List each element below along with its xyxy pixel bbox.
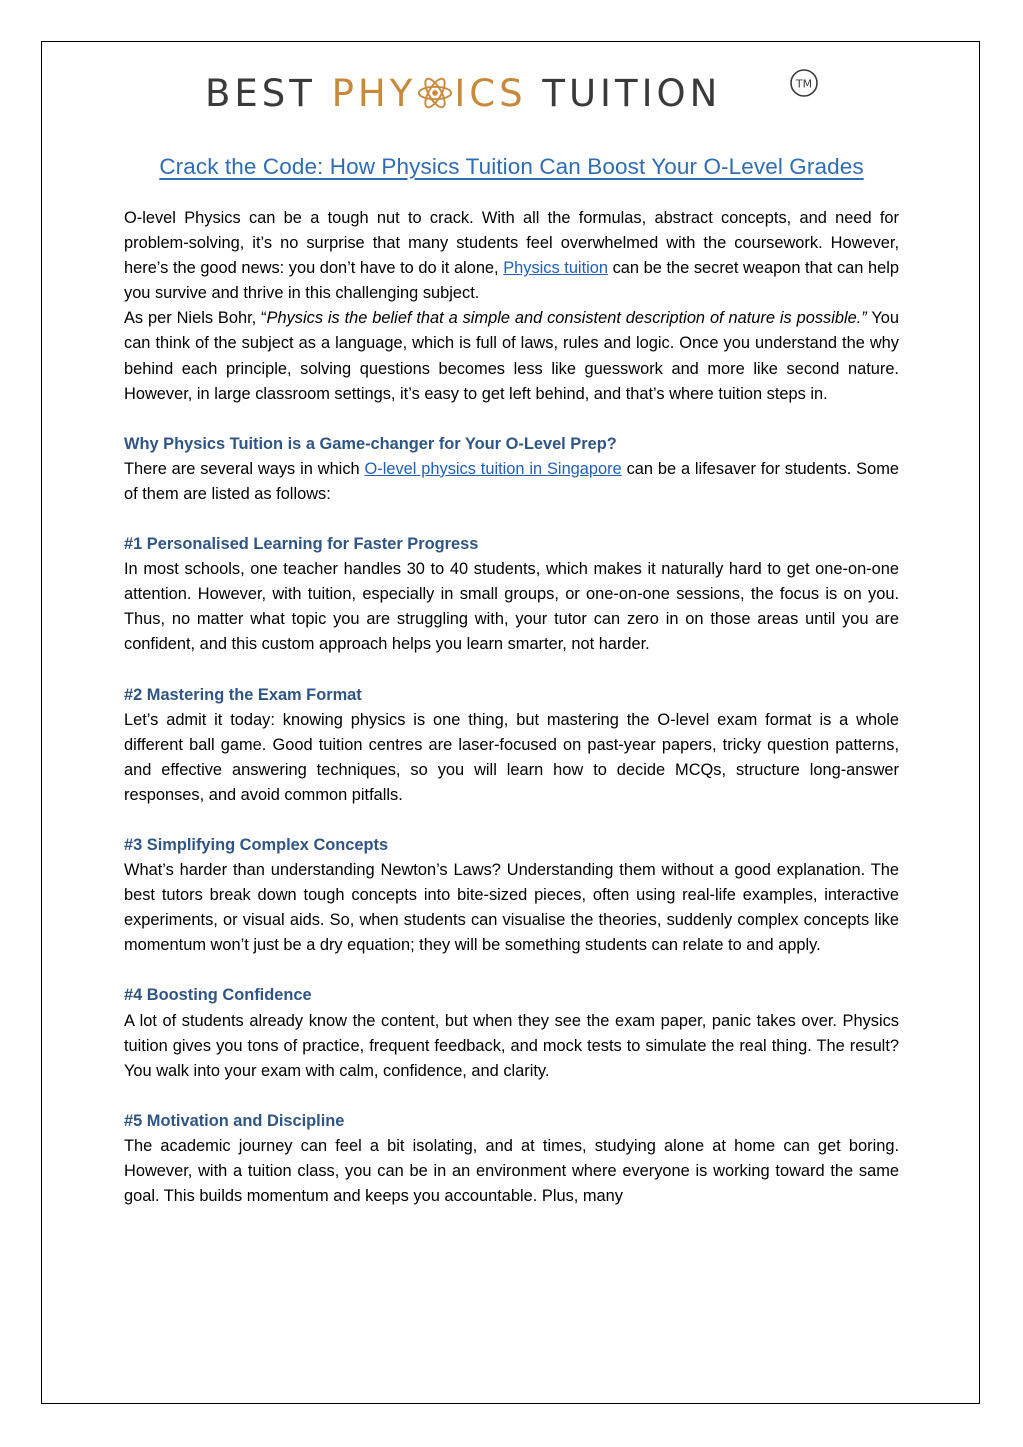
section-heading-4: #4 Boosting Confidence — [124, 986, 312, 1005]
why-paragraph — [124, 457, 899, 507]
intro-text-end: can be the secret weapon that can help you survive and thrive in this challenging subject. — [124, 259, 899, 303]
intro-text: O-level Physics can be a tough nut to crack. With all the formulas, abstract concepts, and need for problem-solving, it’s no surprise that many students feel overwhelmed with the coursework. However, here’s the good news: you don’t have to do it alone, — [124, 209, 899, 278]
section-body-3: What’s harder than understanding Newton’s Laws? Understanding them without a good explanation. The best tutors break down tough concepts into bite-sized pieces, often using real-life examples, interactive experiments, or visual aids. So, when students can visualise the theories, suddenly complex concepts like momentum won’t just be a dry equation; they will be something students can relate to and apply. — [124, 861, 899, 955]
brand-logo — [205, 68, 819, 118]
o-level-tuition-link[interactable]: O-level physics tuition in Singapore — [364, 459, 622, 478]
intro-paragraph — [124, 206, 899, 306]
section-heading-2: #2 Mastering the Exam Format — [124, 685, 362, 704]
logo-word-phy: PHY — [331, 72, 417, 115]
logo-wordmark — [205, 74, 721, 114]
trademark-symbol — [789, 68, 819, 98]
physics-tuition-link[interactable]: Physics tuition — [503, 259, 609, 278]
section-heading-3: #3 Simplifying Complex Concepts — [124, 835, 389, 854]
atom-icon — [416, 74, 454, 112]
quote-paragraph — [124, 306, 899, 406]
why-heading: Why Physics Tuition is a Game-changer for Your O-Level Prep? — [124, 434, 617, 453]
quote-followup: You can think of the subject as a language, which is full of laws, rules and logic. Once you understand the why behind each principle, solving questions becomes less like guesswork and more like second nature. However, in large classroom settings, it’s easy to get left behind, and that’s where tuition steps in. — [124, 309, 900, 403]
section-body-2: Let’s admit it today: knowing physics is one thing, but mastering the O-level exam format is a whole different ball game. Good tuition centres are laser-focused on past-year papers, tricky question patterns, and effective answering techniques, so you will learn how to decide MCQs, structure long-answer responses, and avoid common pitfalls. — [124, 710, 899, 804]
trademark-text: TM — [795, 77, 813, 91]
quote-lead: As per Niels Bohr, “ — [124, 309, 267, 328]
page-title: Crack the Code: How Physics Tuition Can Boost Your O-Level Grades — [159, 154, 864, 179]
section-heading-1: #1 Personalised Learning for Faster Progress — [124, 535, 479, 554]
section-body-4: A lot of students already know the content, but when they see the exam paper, panic takes over. Physics tuition gives you tons of practice, frequent feedback, and mock tests to simulate the real thing. The result? You walk into your exam with calm, confidence, and clarity. — [124, 1011, 899, 1080]
why-text-end: can be a lifesaver for students. Some of them are listed as follows: — [124, 459, 899, 503]
logo-word-best: BEST — [205, 72, 332, 115]
article — [124, 150, 899, 1209]
why-text: There are several ways in which — [124, 459, 365, 478]
logo-word-tuition: TUITION — [526, 72, 722, 115]
bohr-quote: Physics is the belief that a simple and consistent description of nature is possible.” — [266, 309, 867, 328]
section-body-1: In most schools, one teacher handles 30 to 40 students, which makes it naturally hard to get one-on-one attention. However, with tuition, especially in small groups, or one-on-one sessions, the focus is on you. Thus, no matter what topic you are struggling with, your tutor can zero in on those areas until you are confident, and this custom approach helps you learn smarter, not harder. — [124, 560, 899, 654]
section-heading-5: #5 Motivation and Discipline — [124, 1111, 345, 1130]
section-body-5: The academic journey can feel a bit isolating, and at times, studying alone at home can get boring. However, with a tuition class, you can be in an environment where everyone is working toward the same goal. This builds momentum and keeps you accountable. Plus, many — [124, 1136, 899, 1206]
logo-word-ics: ICS — [454, 72, 527, 115]
